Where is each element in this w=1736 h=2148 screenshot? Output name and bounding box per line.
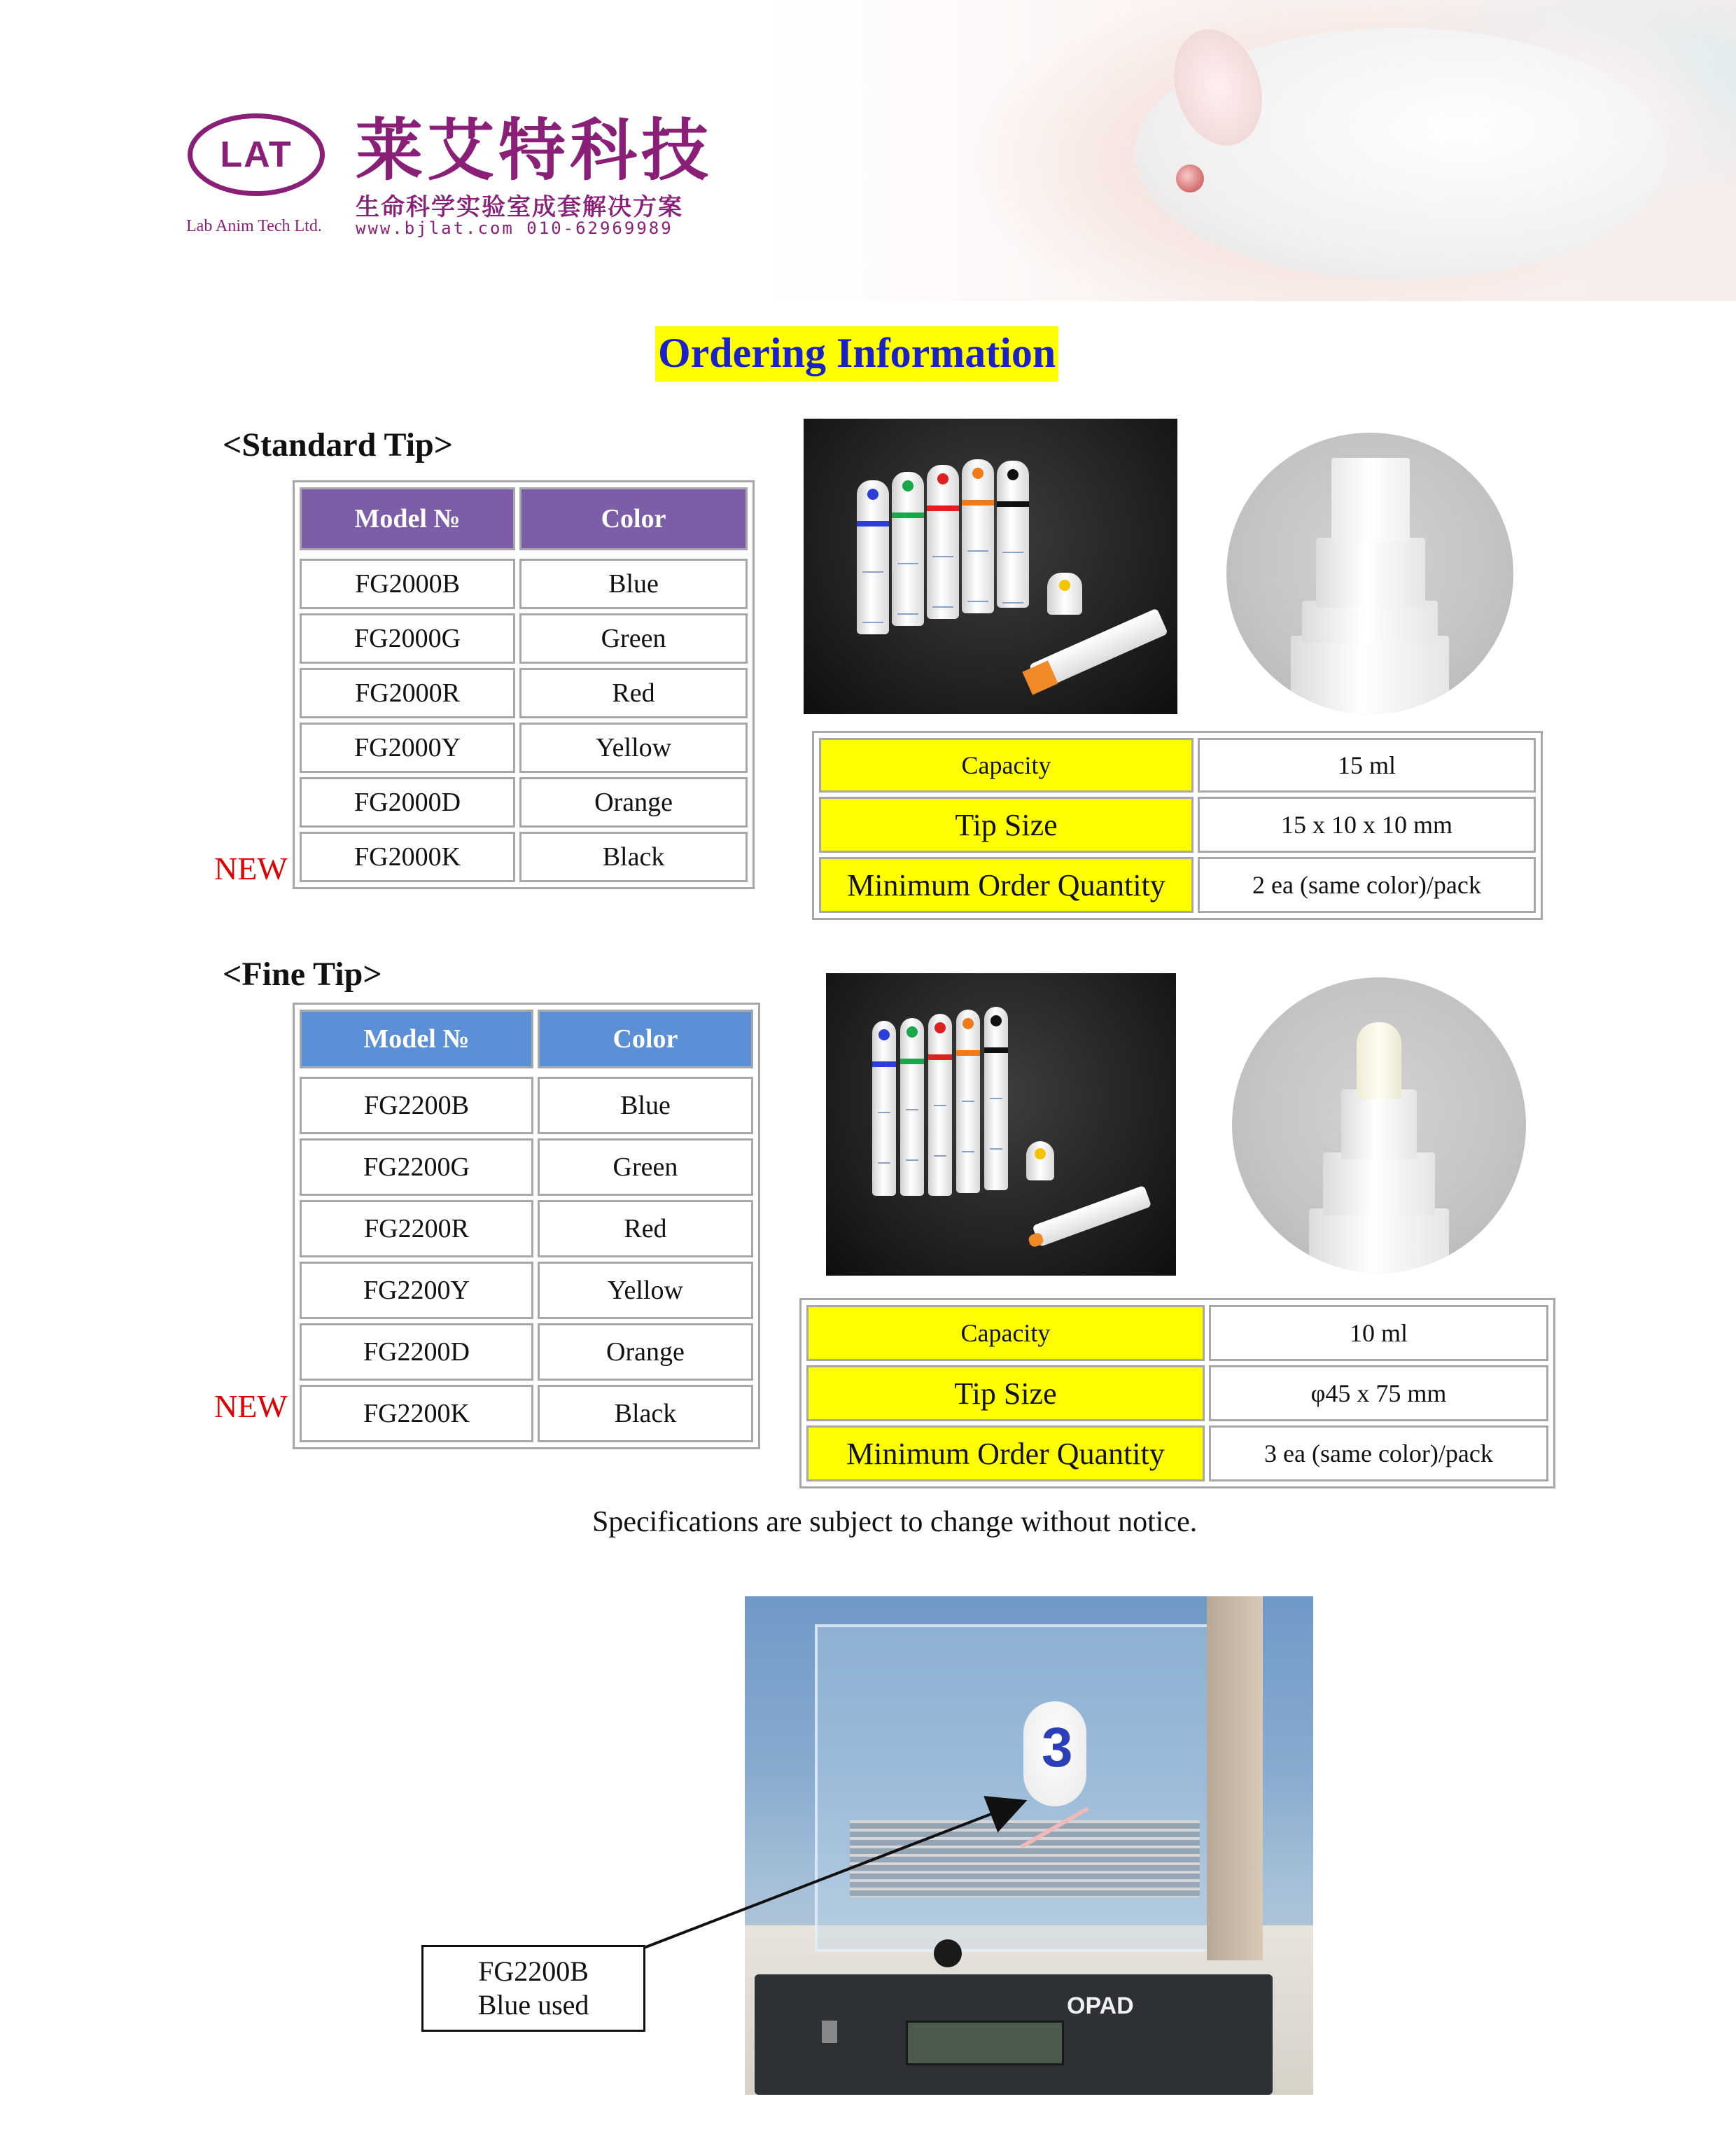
callout-description: Blue used bbox=[477, 1989, 589, 2021]
spec-row-capacity bbox=[817, 736, 1538, 795]
device-column-image bbox=[1207, 1596, 1263, 1960]
table-header-row bbox=[298, 485, 750, 552]
color-cell: Red bbox=[519, 668, 748, 718]
fine-marker-product-photo bbox=[826, 973, 1176, 1276]
color-cell: Orange bbox=[538, 1323, 753, 1381]
color-cell: Black bbox=[519, 832, 748, 882]
model-cell: FG2000D bbox=[300, 777, 515, 828]
standard-tip-model-table bbox=[293, 480, 755, 889]
marker-black-image bbox=[984, 1007, 1008, 1190]
logo-text: LAT bbox=[220, 134, 293, 175]
callout-model: FG2200B bbox=[478, 1955, 589, 1987]
model-cell: FG2200G bbox=[300, 1138, 533, 1196]
marker-orange-image bbox=[962, 459, 994, 613]
table-row bbox=[298, 1198, 755, 1260]
standard-tip-spec-table bbox=[812, 731, 1543, 920]
color-cell: Blue bbox=[519, 559, 748, 609]
spec-value: 15 x 10 x 10 mm bbox=[1198, 797, 1536, 853]
marker-green-image bbox=[900, 1018, 924, 1196]
spec-label: Tip Size bbox=[806, 1365, 1205, 1421]
spec-label: Capacity bbox=[819, 738, 1194, 793]
table-row bbox=[298, 720, 750, 775]
company-name-cn: 莱艾特科技 bbox=[356, 111, 713, 190]
callout-arrow bbox=[630, 1792, 1050, 1960]
table-header-row bbox=[298, 1007, 755, 1070]
marker-orange-image bbox=[956, 1010, 980, 1193]
mouse-number-mark: 3 bbox=[1042, 1716, 1073, 1778]
fine-tip-closeup-photo bbox=[1232, 977, 1526, 1273]
color-cell: Green bbox=[519, 613, 748, 664]
table-row bbox=[298, 666, 750, 720]
color-column-header: Color bbox=[538, 1010, 753, 1068]
table-row bbox=[298, 1136, 755, 1198]
color-cell: Red bbox=[538, 1200, 753, 1257]
fine-tip-heading: <Fine Tip> bbox=[223, 956, 382, 993]
spec-label: Minimum Order Quantity bbox=[806, 1425, 1205, 1481]
power-switch-image bbox=[822, 2021, 837, 2043]
table-row bbox=[298, 557, 750, 611]
new-badge: NEW bbox=[214, 1388, 288, 1424]
spec-label: Capacity bbox=[806, 1305, 1205, 1361]
marker-laid-image bbox=[1032, 1185, 1152, 1247]
spec-row-min-order bbox=[817, 855, 1538, 915]
spec-value: 10 ml bbox=[1209, 1305, 1548, 1361]
color-cell: Black bbox=[538, 1385, 753, 1442]
color-cell: Yellow bbox=[538, 1262, 753, 1319]
spec-label: Tip Size bbox=[819, 797, 1194, 853]
marker-cap-image bbox=[1026, 1141, 1054, 1180]
table-row bbox=[298, 830, 750, 884]
model-column-header: Model № bbox=[300, 1010, 533, 1068]
table-row bbox=[298, 1321, 755, 1383]
fine-tip-spec-table bbox=[799, 1298, 1555, 1488]
marker-green-image bbox=[892, 472, 924, 626]
marker-cap-image bbox=[1047, 573, 1082, 615]
model-cell: FG2200R bbox=[300, 1200, 533, 1257]
device-display-image bbox=[906, 2021, 1064, 2065]
color-cell: Yellow bbox=[519, 723, 748, 773]
marker-red-image bbox=[928, 1014, 952, 1196]
color-cell: Blue bbox=[538, 1077, 753, 1134]
table-row bbox=[298, 611, 750, 666]
table-row bbox=[298, 1383, 755, 1444]
marker-blue-image bbox=[872, 1021, 896, 1196]
model-cell: FG2200D bbox=[300, 1323, 533, 1381]
color-column-header: Color bbox=[519, 487, 748, 550]
company-website-phone: www.bjlat.com 010-62969989 bbox=[356, 218, 673, 238]
standard-marker-product-photo bbox=[804, 419, 1177, 714]
table-row bbox=[298, 1075, 755, 1136]
model-cell: FG2200Y bbox=[300, 1262, 533, 1319]
spec-value: φ45 x 75 mm bbox=[1209, 1365, 1548, 1421]
company-name-en: Lab Anim Tech Ltd. bbox=[186, 217, 322, 235]
opad-label: OPAD bbox=[1067, 1993, 1134, 2019]
fine-tip-model-table bbox=[293, 1003, 760, 1449]
spec-row-tip-size bbox=[804, 1363, 1550, 1423]
model-column-header: Model № bbox=[300, 487, 515, 550]
model-cell: FG2200K bbox=[300, 1385, 533, 1442]
model-cell: FG2200B bbox=[300, 1077, 533, 1134]
color-cell: Green bbox=[538, 1138, 753, 1196]
standard-tip-heading: <Standard Tip> bbox=[223, 426, 454, 463]
marker-black-image bbox=[997, 461, 1029, 608]
table-row bbox=[298, 1260, 755, 1321]
spec-row-tip-size bbox=[817, 795, 1538, 855]
model-cell: FG2000R bbox=[300, 668, 515, 718]
spec-label: Minimum Order Quantity bbox=[819, 857, 1194, 913]
color-cell: Orange bbox=[519, 777, 748, 828]
spec-value: 15 ml bbox=[1198, 738, 1536, 793]
specifications-note: Specifications are subject to change without notice. bbox=[592, 1506, 1198, 1538]
marker-red-image bbox=[927, 465, 959, 619]
spec-row-capacity bbox=[804, 1303, 1550, 1363]
standard-tip-closeup-photo bbox=[1226, 433, 1513, 714]
mouse-eye-image bbox=[1176, 165, 1204, 193]
spec-value: 2 ea (same color)/pack bbox=[1198, 857, 1536, 913]
callout-box bbox=[421, 1945, 645, 2032]
model-cell: FG2000B bbox=[300, 559, 515, 609]
company-slogan: 生命科学实验室成套解决方案 bbox=[356, 193, 683, 221]
model-cell: FG2000Y bbox=[300, 723, 515, 773]
marker-blue-image bbox=[857, 480, 889, 634]
page-title: Ordering Information bbox=[655, 326, 1058, 382]
spec-value: 3 ea (same color)/pack bbox=[1209, 1425, 1548, 1481]
spec-row-min-order bbox=[804, 1423, 1550, 1484]
new-badge: NEW bbox=[214, 851, 288, 886]
model-cell: FG2000G bbox=[300, 613, 515, 664]
model-cell: FG2000K bbox=[300, 832, 515, 882]
table-row bbox=[298, 775, 750, 830]
